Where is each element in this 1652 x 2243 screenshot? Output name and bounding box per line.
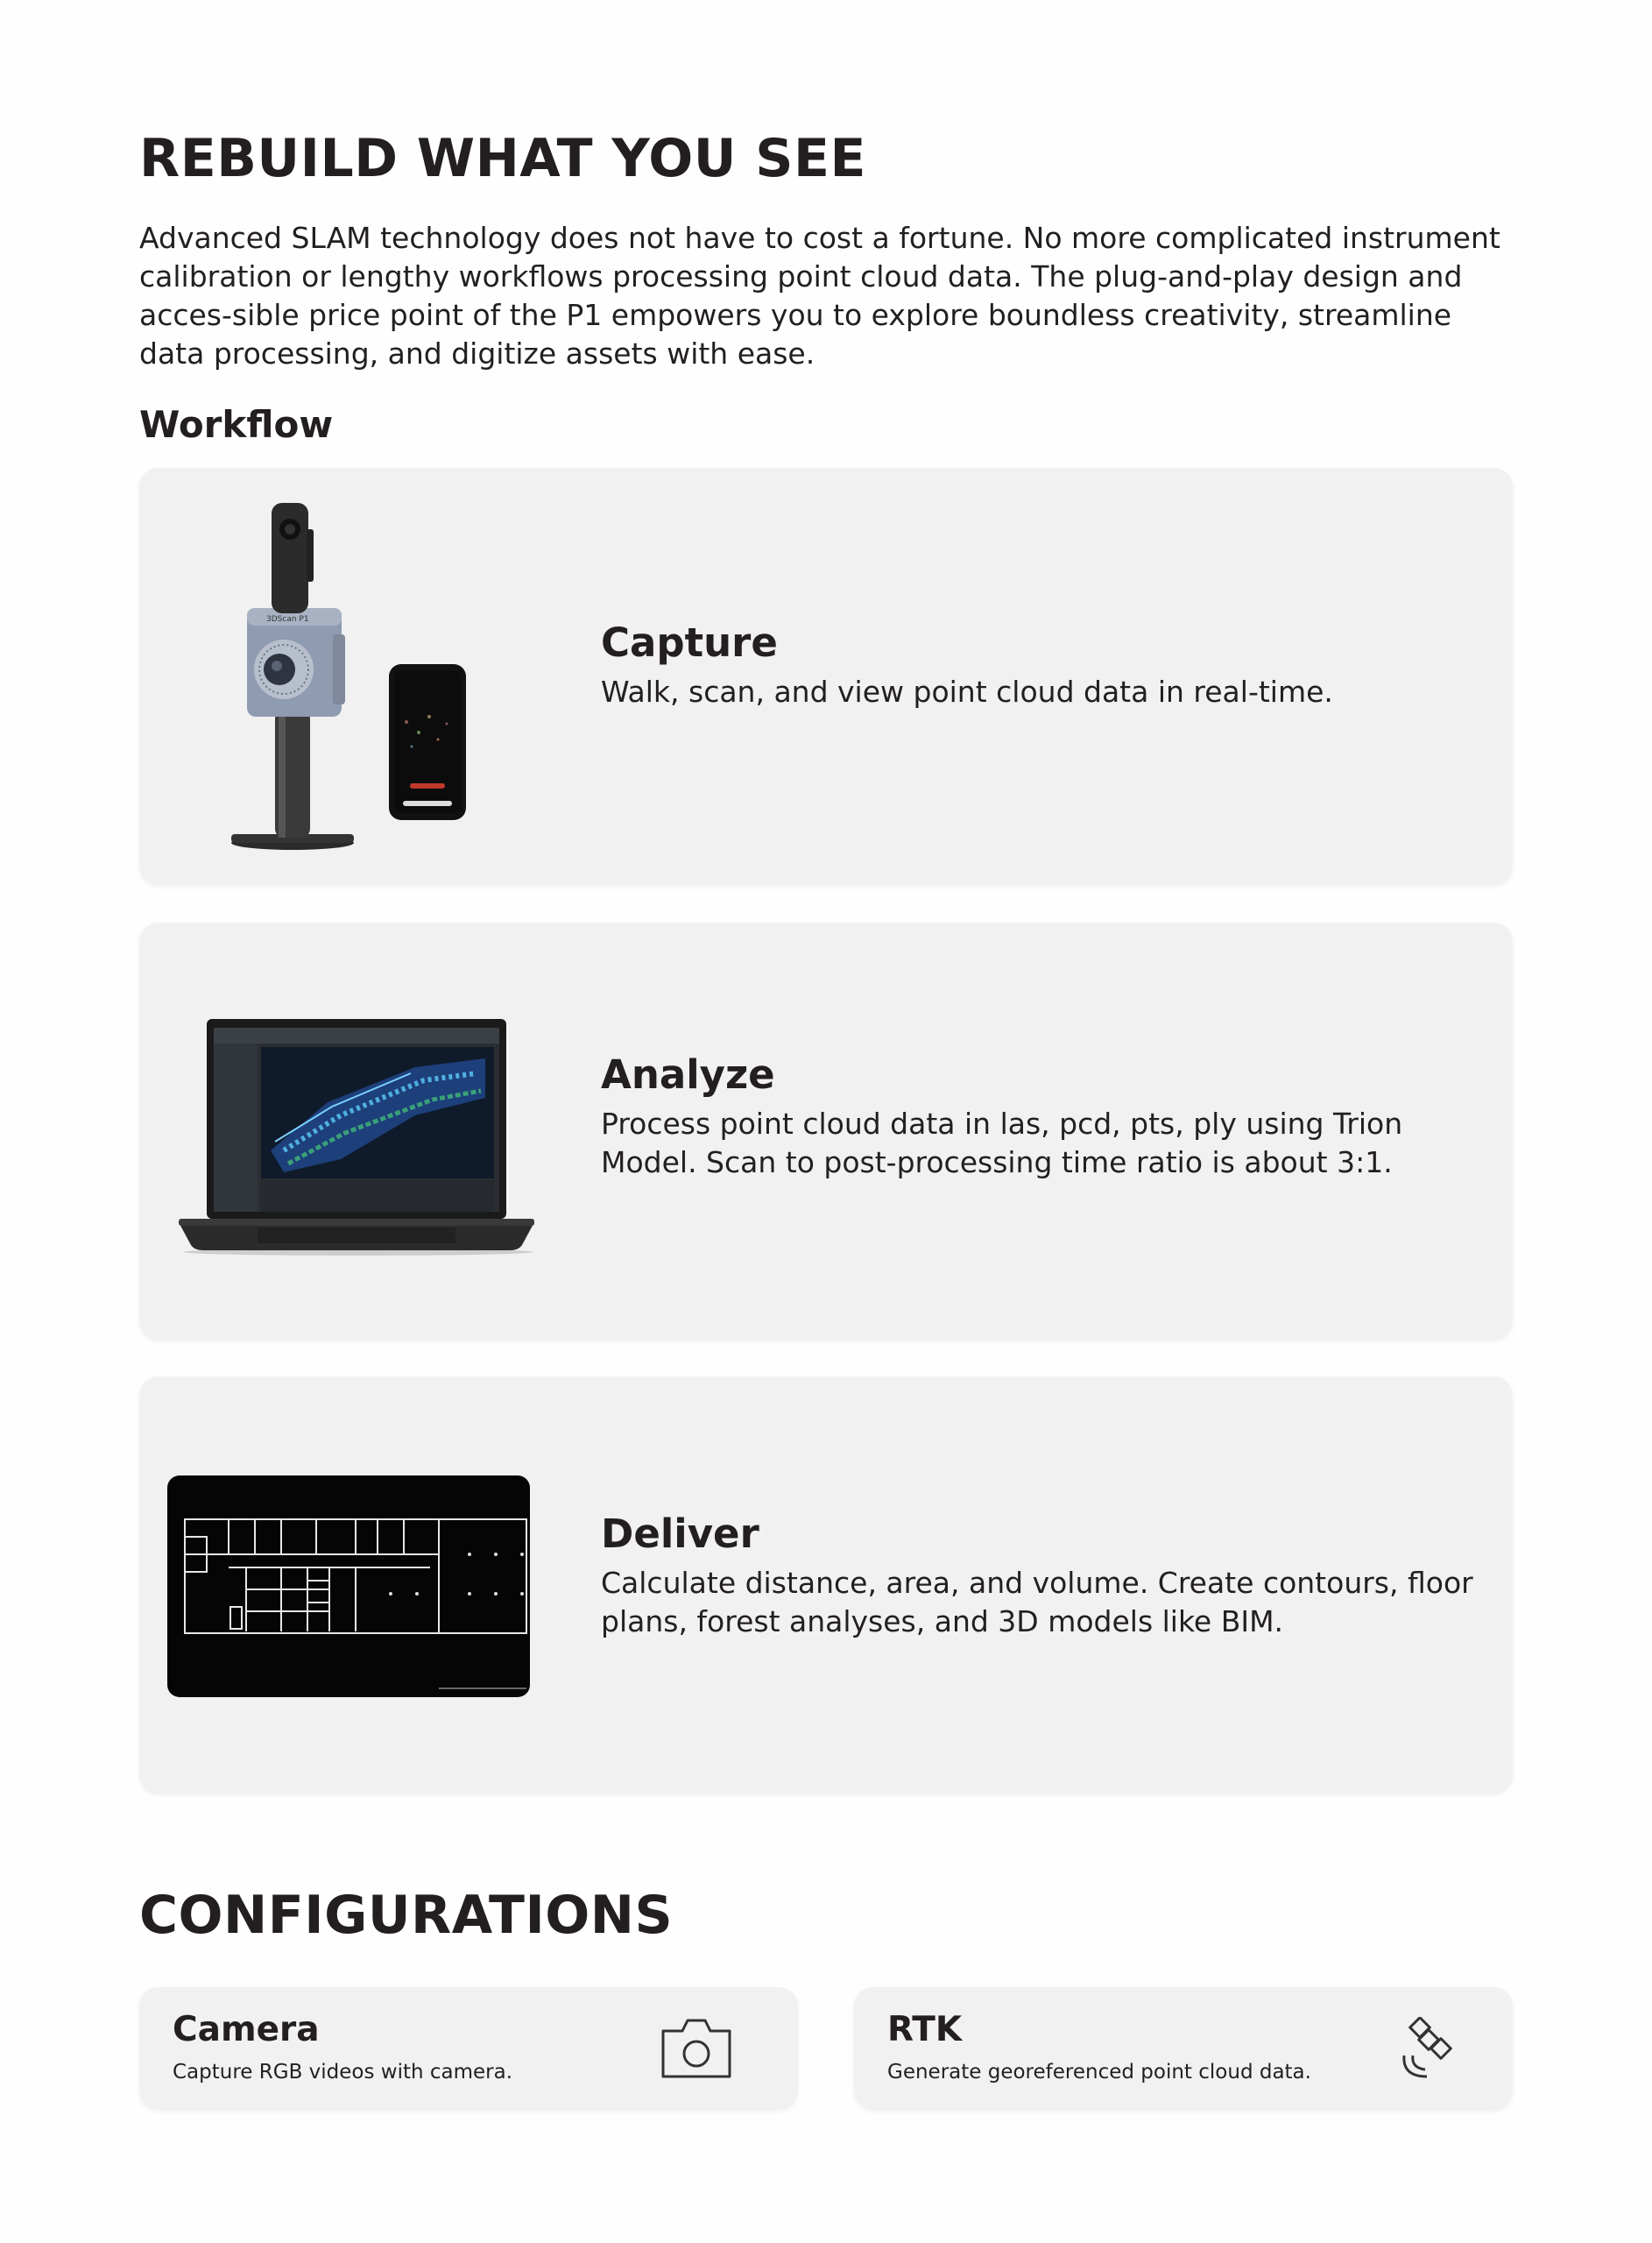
rebuild-heading: REBUILD WHAT YOU SEE [139,128,866,189]
capture-desc: Walk, scan, and view point cloud data in real-time. [601,675,1333,710]
capture-text [601,619,1477,711]
camera-icon [660,2013,733,2084]
rtk-title: RTK [887,2010,963,2049]
deliver-title: Deliver [601,1511,759,1557]
deliver-text [601,1510,1477,1641]
scanner-and-phone-image [231,503,485,853]
analyze-text [601,1051,1477,1182]
camera-title: Camera [173,2010,320,2049]
svg-text:3DScan P1: 3DScan P1 [266,615,309,624]
workflow-card-analyze [139,923,1513,1340]
capture-title: Capture [601,619,778,666]
config-card-rtk [854,1987,1513,2110]
floor-plan-image [167,1475,530,1697]
workflow-heading: Workflow [139,403,334,446]
configurations-heading: CONFIGURATIONS [139,1885,674,1946]
workflow-card-deliver [139,1376,1513,1794]
workflow-card-capture [139,468,1513,885]
laptop-point-cloud-image [179,1019,538,1256]
satellite-icon [1395,2017,1465,2084]
analyze-desc: Process point cloud data in las, pcd, pts, ply using Trion Model. Scan to post-processing time ratio is about 3:1. [601,1107,1403,1180]
rebuild-intro: Advanced SLAM technology does not have to cost a fortune. No more complicated instrument calibration or lengthy workflows processing point cloud data. The plug-and-play design and acces-sible price point of the P1 empowers you to explore boundless creativity, streamline data processing, and digitize assets with ease. [139,221,1500,371]
analyze-title: Analyze [601,1051,775,1098]
config-card-camera [139,1987,798,2110]
rtk-desc: Generate georeferenced point cloud data. [887,2061,1311,2084]
deliver-desc: Calculate distance, area, and volume. Create contours, floor plans, forest analyses, and 3D models like BIM. [601,1566,1473,1639]
camera-desc: Capture RGB videos with camera. [173,2061,513,2084]
